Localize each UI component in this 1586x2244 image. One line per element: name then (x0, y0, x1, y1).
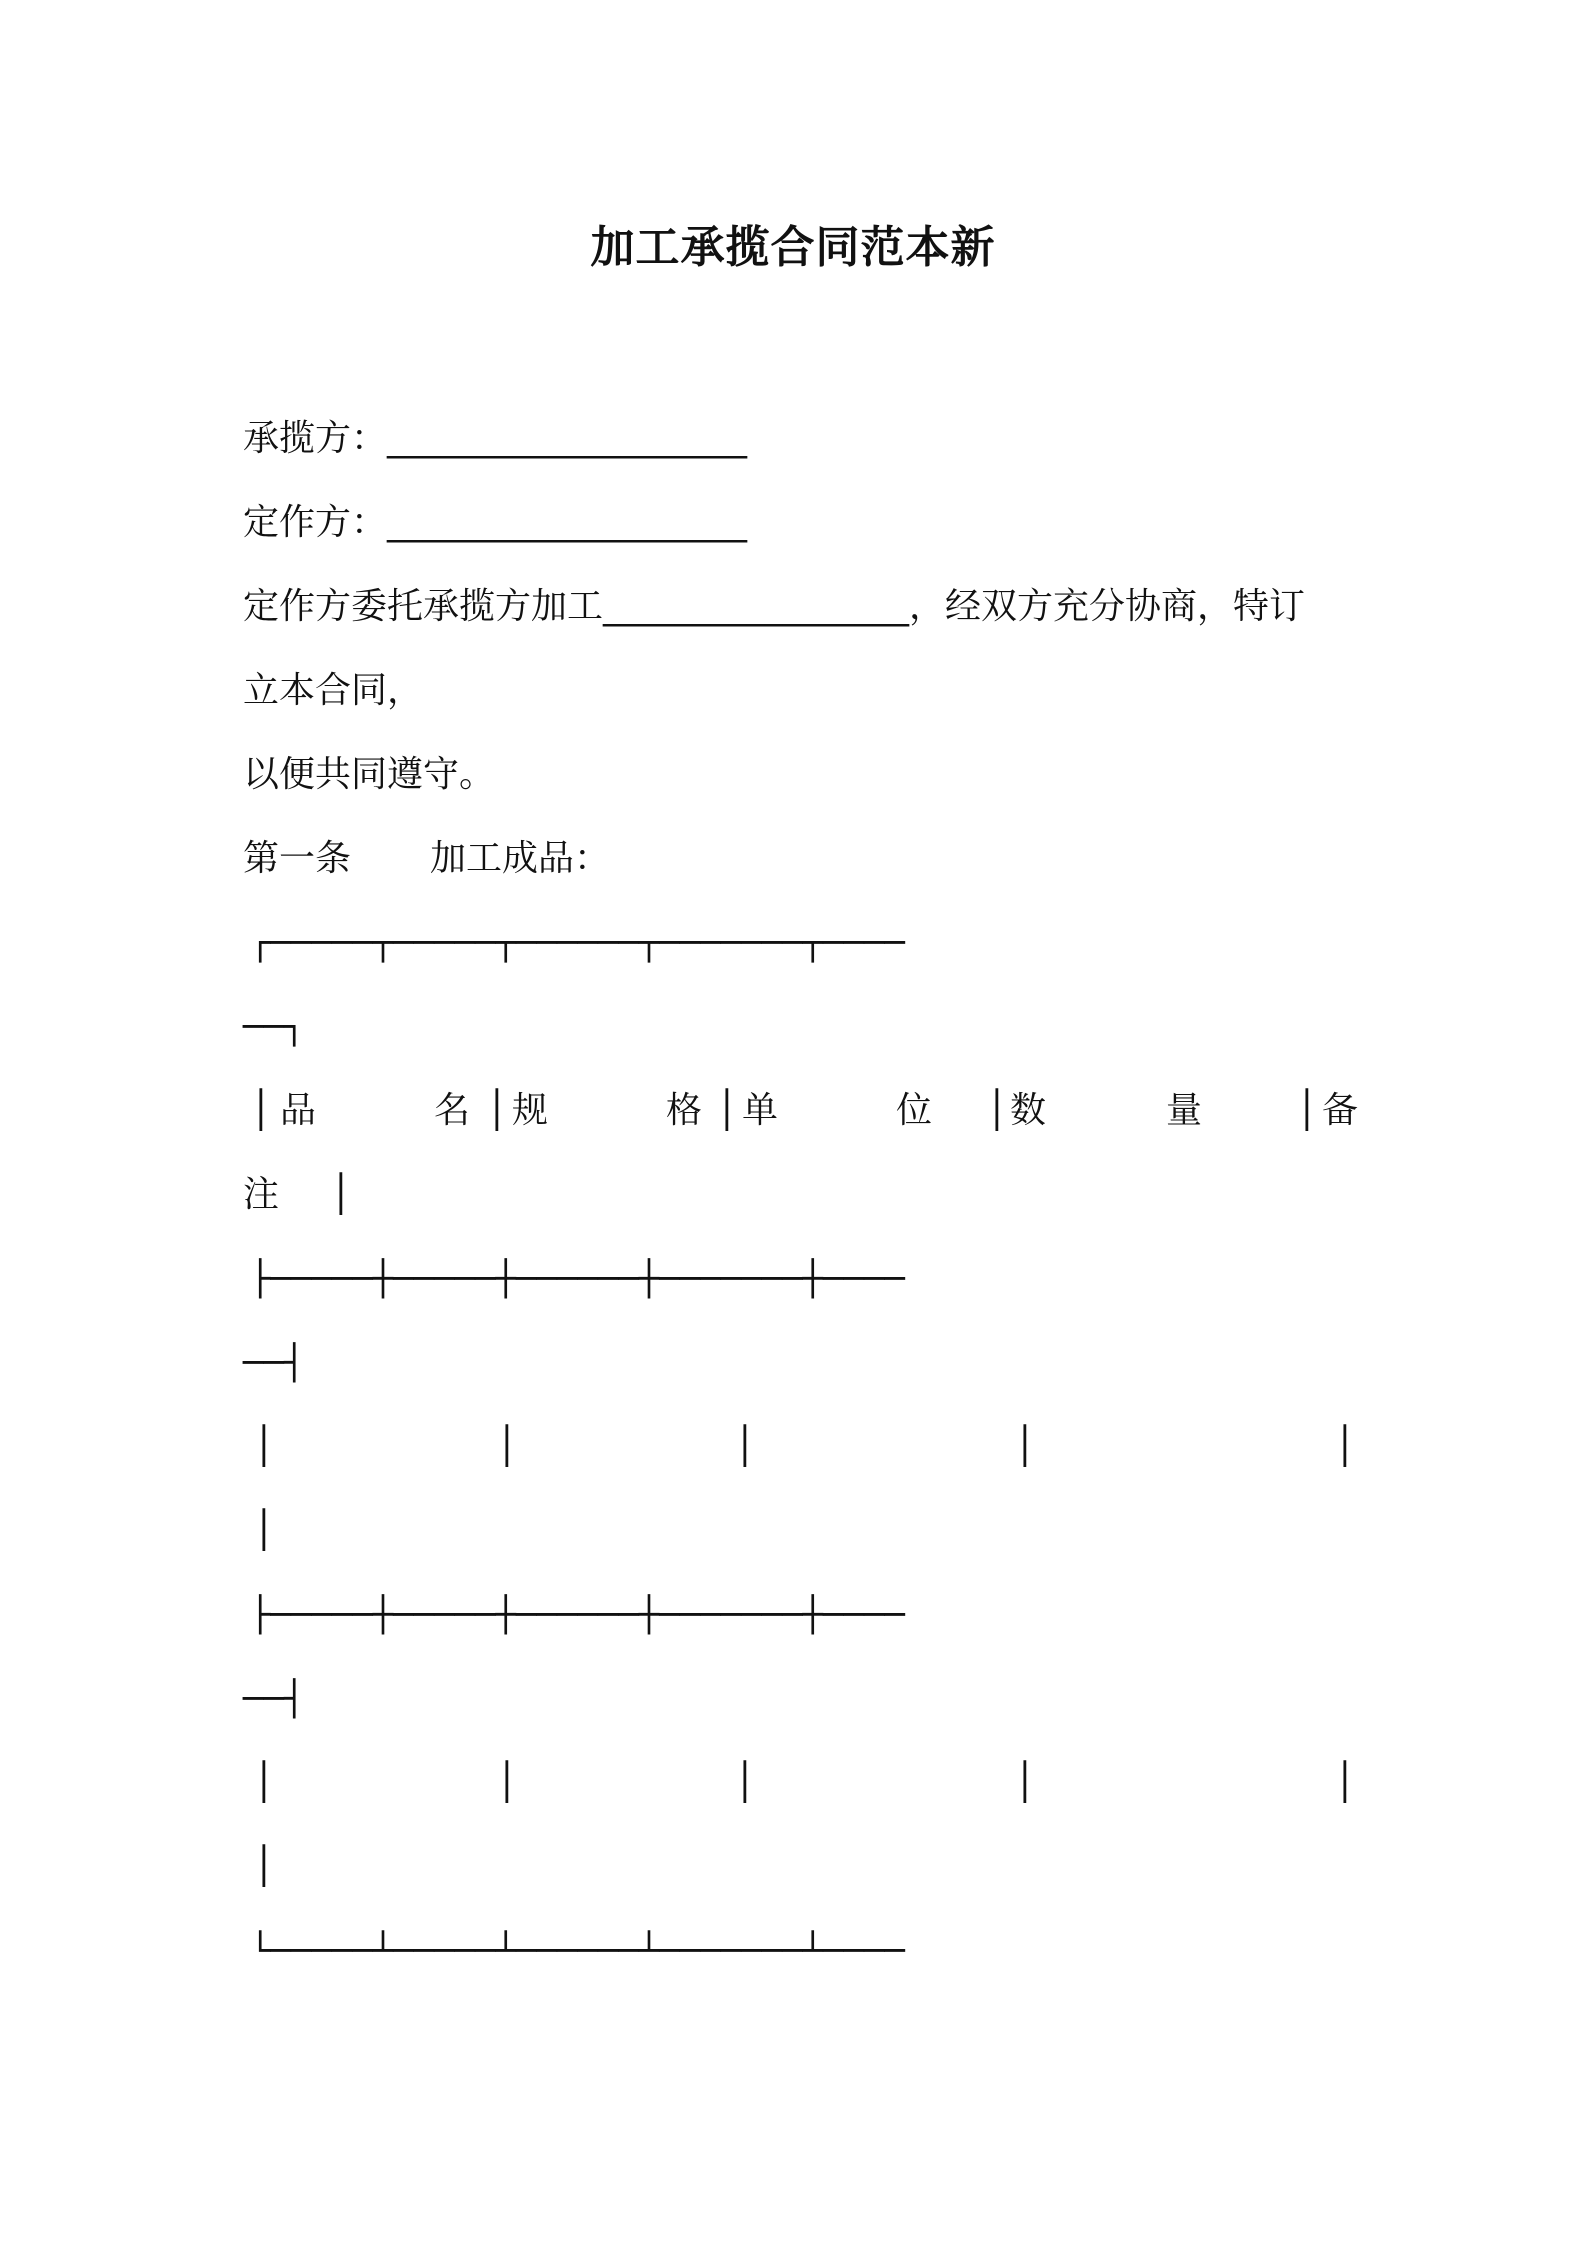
table-bar: │ (986, 1090, 1008, 1131)
article-1-label: 第一条 (243, 838, 352, 879)
table-separator-2-wrap: ──┤ (243, 1679, 305, 1719)
table-bar: │ (734, 1426, 756, 1467)
table-bar: │ (496, 1426, 518, 1467)
table-bar: │ (1014, 1426, 1036, 1467)
table-bar: │ (253, 1762, 275, 1803)
table-separator-1-wrap: ──┤ (243, 1343, 305, 1383)
page-title: 加工承揽合同范本新 (590, 222, 996, 273)
intro-line-3: 以便共同遵守。 (243, 754, 496, 795)
header-cell-unit-2: 位 (896, 1090, 933, 1131)
header-cell-qty-1: 数 (1010, 1090, 1047, 1131)
header-cell-remark-1: 备 (1322, 1090, 1359, 1131)
table-bar: │ (1334, 1762, 1356, 1803)
table-separator-1: ├─────┼─────┼──────┼───────┼──── (250, 1259, 906, 1299)
table-bar: │ (253, 1510, 275, 1551)
table-bar: │ (1014, 1762, 1036, 1803)
header-cell-unit-1: 单 (742, 1090, 779, 1131)
table-separator-2: ├─────┼─────┼──────┼───────┼──── (250, 1595, 906, 1635)
table-top-border-wrap: ──┐ (243, 1007, 305, 1047)
article-1-title: 加工成品： (430, 838, 611, 879)
table-bar: │ (734, 1762, 756, 1803)
contractor-line: 承揽方：____________________ (243, 418, 748, 459)
table-bar: │ (250, 1090, 272, 1131)
table-bar: │ (1334, 1426, 1356, 1467)
header-cell-qty-2: 量 (1166, 1090, 1203, 1131)
header-cell-remark-2: 注 (243, 1174, 280, 1215)
table-top-border: ┌─────┬─────┬──────┬───────┬──── (250, 923, 906, 963)
header-cell-spec-2: 格 (666, 1090, 703, 1131)
header-cell-spec-1: 规 (512, 1090, 549, 1131)
table-bar: │ (330, 1174, 352, 1215)
table-bar: │ (253, 1846, 275, 1887)
header-cell-name-2: 名 (434, 1090, 471, 1131)
intro-line-2: 立本合同， (243, 670, 424, 711)
table-bar: │ (496, 1762, 518, 1803)
orderer-line: 定作方：____________________ (243, 502, 748, 543)
table-bar: │ (486, 1090, 508, 1131)
table-bar: │ (1296, 1090, 1318, 1131)
intro-line-1: 定作方委托承揽方加工_________________，经双方充分协商，特订 (243, 586, 1306, 627)
header-cell-name-1: 品 (280, 1090, 317, 1131)
table-bar: │ (716, 1090, 738, 1131)
table-bar: │ (253, 1426, 275, 1467)
table-bottom-border: └─────┴─────┴──────┴───────┴──── (250, 1931, 906, 1971)
